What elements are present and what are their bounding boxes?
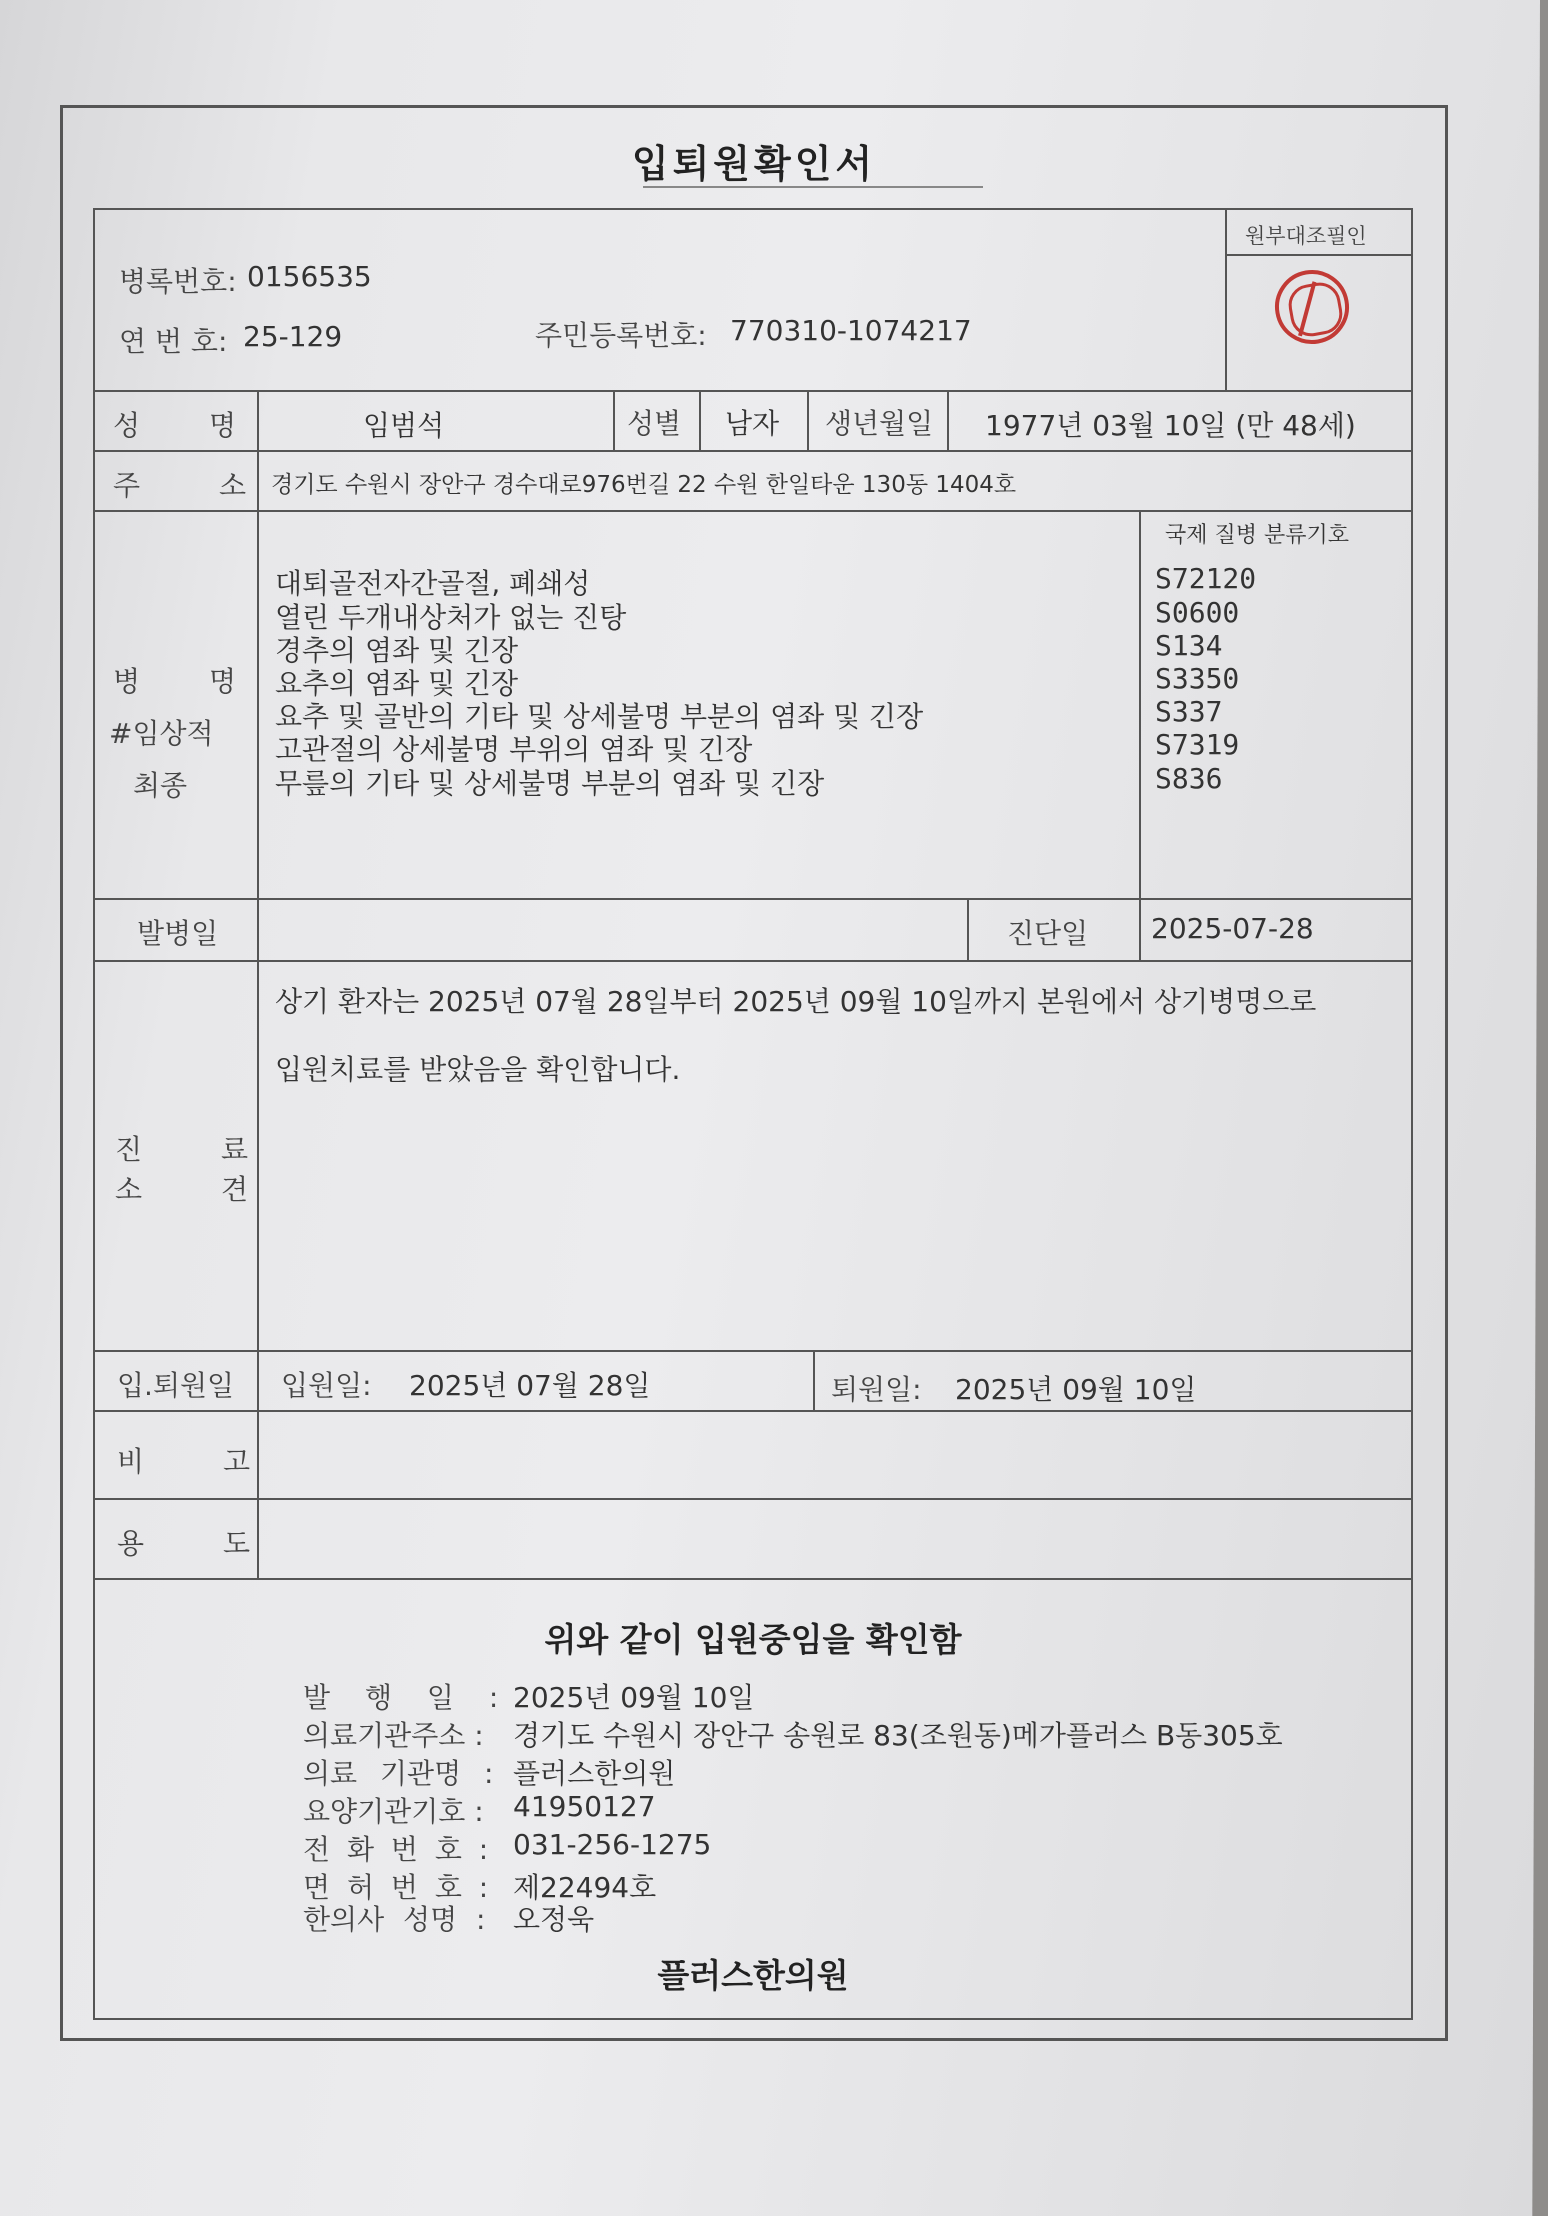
diagnosis-date-value: 2025-07-28 <box>1151 912 1314 945</box>
col-divider <box>699 390 701 450</box>
diagnosis-name: 요추의 염좌 및 긴장 <box>275 667 519 700</box>
document-title: 입퇴원확인서 <box>631 142 877 186</box>
remarks-label: 비 고 <box>117 1445 250 1478</box>
issue-date-label: 발 행 일 : <box>303 1681 499 1714</box>
admit-date: 2025년 07월 28일 <box>409 1369 651 1402</box>
label-column-border <box>257 390 259 1578</box>
address-label: 주 소 <box>113 469 246 502</box>
name-label: 성 명 <box>113 409 236 442</box>
sex-label: 성별 <box>627 407 682 440</box>
purpose-label: 용 도 <box>117 1527 250 1560</box>
row-divider <box>95 390 1411 392</box>
ward-no-value: 0156535 <box>247 260 372 293</box>
col-divider <box>947 390 949 450</box>
col-divider <box>613 390 615 450</box>
opinion-label-2: 소 견 <box>115 1173 248 1206</box>
row-divider <box>95 1350 1411 1352</box>
diagnosis-name: 열린 두개내상처가 없는 진탕 <box>275 601 627 634</box>
title-underline <box>643 186 983 188</box>
col-divider <box>807 390 809 450</box>
sex-value: 남자 <box>725 407 780 440</box>
col-divider <box>813 1350 815 1410</box>
seal-box-divider <box>1225 254 1411 256</box>
ward-no-label: 병록번호: <box>119 265 237 298</box>
confirmation-statement: 위와 같이 입원중임을 확인함 <box>544 1620 962 1659</box>
rrn-value: 770310-1074217 <box>730 314 972 347</box>
diagnosis-label: 병 명 <box>113 665 236 698</box>
diagnosis-code: S72120 <box>1155 562 1257 595</box>
diagnosis-name: 요추 및 골반의 기타 및 상세불명 부분의 염좌 및 긴장 <box>275 700 924 733</box>
diagnosis-name: 고관절의 상세불명 부위의 염좌 및 긴장 <box>275 733 753 766</box>
care-code-label: 요양기관기호 : <box>303 1795 484 1828</box>
diagnosis-name: 경추의 염좌 및 긴장 <box>275 634 519 667</box>
row-divider <box>95 1578 1411 1580</box>
issue-date-value: 2025년 09월 10일 <box>513 1681 755 1714</box>
col-divider <box>967 898 969 960</box>
doctor-name-label: 한의사 성명 : <box>303 1903 486 1936</box>
admit-label: 입원일: <box>281 1369 372 1402</box>
diagnosis-code: S7319 <box>1155 728 1240 761</box>
document-frame <box>60 105 1448 2041</box>
stay-label: 입.퇴원일 <box>117 1369 235 1402</box>
row-divider <box>95 898 1411 900</box>
diagnosis-code: S3350 <box>1155 662 1240 695</box>
form-table <box>93 208 1413 2020</box>
rrn-label: 주민등록번호: <box>535 319 707 352</box>
row-divider <box>95 1410 1411 1412</box>
diagnosis-code: S134 <box>1155 629 1223 662</box>
address-value: 경기도 수원시 장안구 경수대로976번길 22 수원 한일타운 130동 1404호 <box>271 472 1017 498</box>
row-divider <box>95 510 1411 512</box>
care-code-value: 41950127 <box>513 1790 656 1823</box>
diagnosis-date-label: 진단일 <box>1007 917 1089 950</box>
row-divider <box>95 1498 1411 1500</box>
diagnosis-name: 대퇴골전자간골절, 폐쇄성 <box>275 567 591 600</box>
opinion-label: 진 료 <box>115 1133 248 1166</box>
diagnosis-final-label: 최종 <box>133 769 188 802</box>
dob-value: 1977년 03월 10일 (만 48세) <box>985 409 1356 442</box>
opinion-line-1: 상기 환자는 2025년 07월 28일부터 2025년 09월 10일까지 본원에서 상기병명으로 <box>275 985 1317 1018</box>
discharge-date: 2025년 09월 10일 <box>955 1373 1197 1406</box>
discharge-label: 퇴원일: <box>831 1373 922 1406</box>
doctor-name-value: 오정욱 <box>513 1903 595 1936</box>
license-value: 제22494호 <box>513 1871 657 1904</box>
code-column-border <box>1139 510 1141 960</box>
serial-value: 25-129 <box>243 320 343 353</box>
phone-value: 031-256-1275 <box>513 1828 712 1861</box>
onset-label: 발병일 <box>137 917 219 950</box>
dob-label: 생년월일 <box>825 407 934 440</box>
clinic-address-value: 경기도 수원시 장안구 송원로 83(조원동)메가플러스 B동305호 <box>513 1719 1283 1752</box>
opinion-line-2: 입원치료를 받았음을 확인합니다. <box>275 1053 681 1086</box>
diagnosis-code: S337 <box>1155 695 1223 728</box>
seal-box-border <box>1225 210 1227 390</box>
icd-code-header: 국제 질병 분류기호 <box>1165 523 1350 548</box>
phone-label: 전 화 번 호 : <box>303 1833 489 1866</box>
clinic-name-label: 의료 기관명 : <box>303 1757 494 1790</box>
diagnosis-clinical-label: #임상적 <box>109 717 214 750</box>
diagnosis-code: S836 <box>1155 762 1223 795</box>
license-label: 면 허 번 호 : <box>303 1871 489 1904</box>
clinic-address-label: 의료기관주소 : <box>303 1719 484 1752</box>
clinic-signature-name: 플러스한의원 <box>657 1956 849 1995</box>
diagnosis-name: 무릎의 기타 및 상세불명 부분의 염좌 및 긴장 <box>275 767 825 800</box>
name-value: 임범석 <box>363 409 445 442</box>
seal-box-label: 원부대조필인 <box>1245 224 1367 248</box>
serial-label: 연 번 호: <box>119 325 228 358</box>
row-divider <box>95 960 1411 962</box>
diagnosis-code: S0600 <box>1155 596 1240 629</box>
row-divider <box>95 450 1411 452</box>
clinic-name-value: 플러스한의원 <box>513 1757 676 1790</box>
